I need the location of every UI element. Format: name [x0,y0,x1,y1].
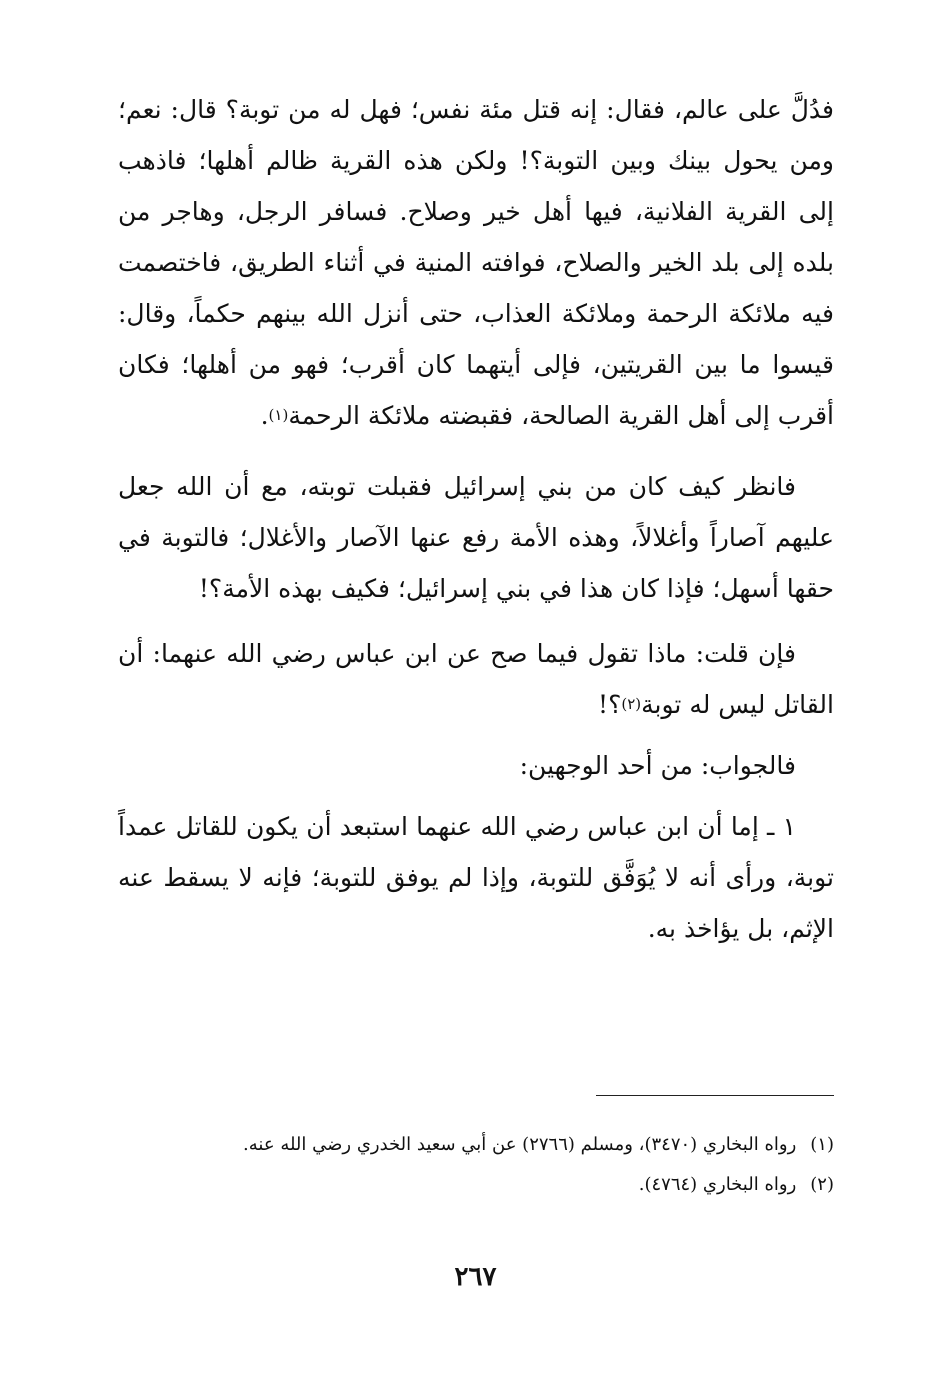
paragraph-1 [118,84,834,441]
paragraph-4-text: فالجواب: من أحد الوجهين: [519,751,796,780]
paragraph-5-text: ١ ـ إما أن ابن عباس رضي الله عنهما استبعد أن يكون للقاتل عمداً توبة، ورأى أنه لا يُوَفَّق للتوبة، وإذا لم يوفق للتوبة؛ فإنه لا يسقط عنه الإثم، بل يؤاخذ به. [118,812,834,943]
footnote-2 [118,1165,834,1205]
footnotes [118,1125,834,1205]
footnote-ref-1: (١) [268,406,289,424]
footnote-1-text: رواه البخاري (٣٤٧٠)، ومسلم (٢٧٦٦) عن أبي سعيد الخدري رضي الله عنه. [243,1134,797,1155]
paragraph-1-text: فدُلَّ على عالم، فقال: إنه قتل مئة نفس؛ فهل له من توبة؟ قال: نعم؛ ومن يحول بينك وبين التوبة؟! ولكن هذه القرية ظالم أهلها؛ فاذهب إلى القرية الفلانية، فيها أهل خير وصلاح. فسافر الرجل، وهاجر من بلده إلى بلد الخير والصلاح، فوافته المنية في أثناء الطريق، فاختصمت فيه ملائكة الرحمة وملائكة العذاب، حتى أنزل الله بينهم حكماً، وقال: قيسوا ما بين القريتين، فإلى أيتهما كان أقرب؛ فهو من أهلها؛ فكان أقرب إلى أهل القرية الصالحة، فقبضته ملائكة الرحمة [118,95,834,430]
footnote-1-number: (١) [810,1134,834,1155]
paragraph-3-end: ؟! [598,690,622,719]
footnote-1 [118,1125,834,1165]
footnote-ref-2: (٢) [621,695,642,713]
paragraph-3 [118,628,834,730]
page-number: ٢٦٧ [454,1262,497,1292]
paragraph-4 [118,740,834,791]
footnote-2-text: رواه البخاري (٤٧٦٤). [638,1174,797,1195]
footnote-2-number: (٢) [810,1174,834,1195]
paragraph-5 [118,801,834,954]
paragraph-2 [118,461,834,614]
paragraph-1-end: . [260,401,269,430]
footnote-divider [596,1095,834,1096]
main-text [118,84,834,954]
paragraph-3-text: فإن قلت: ماذا تقول فيما صح عن ابن عباس رضي الله عنهما: أن القاتل ليس له توبة [118,639,834,719]
paragraph-2-text: فانظر كيف كان من بني إسرائيل فقبلت توبته، مع أن الله جعل عليهم آصاراً وأغلالاً، وهذه الأمة رفع عنها الآصار والأغلال؛ فالتوبة في حقها أسهل؛ فإذا كان هذا في بني إسرائيل؛ فكيف بهذه الأمة؟! [118,472,834,603]
